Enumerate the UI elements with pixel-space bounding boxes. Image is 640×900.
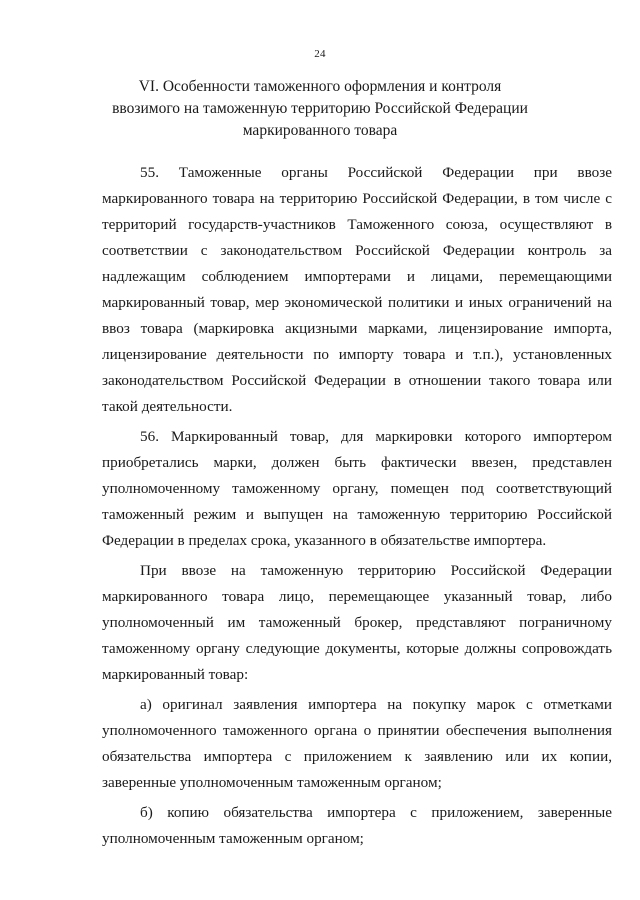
body-text xyxy=(102,160,612,856)
list-item-a: а) оригинал заявления импортера на покупку марок с отметками уполномоченного таможенного органа о принятии обеспечения выполнения обязательства импортера с приложением к заявлению или их копии, заверенные уполномоченным таможенным органом; xyxy=(102,696,612,791)
section-title-line-3: маркированного товара xyxy=(242,122,398,139)
section-title-line-2: ввозимого на таможенную территорию Российской Федерации xyxy=(112,100,528,117)
page-number: 24 xyxy=(314,48,326,60)
paragraph-import-documents: При ввозе на таможенную территорию Российской Федерации маркированного товара лицо, перемещающее указанный товар, либо уполномоченный им таможенный брокер, представляют пограничному таможенному органу следующие документы, которые должны сопровождать маркированный товар: xyxy=(102,562,612,683)
paragraph-55: 55. Таможенные органы Российской Федерации при ввозе маркированного товара на территорию Российской Федерации, в том числе с территорий государств-участников Таможенного союза, осуществляют в соответствии с законодательством Российской Федерации контроль за надлежащим соблюдением импортерами и лицами, перемещающими маркированный товар, мер экономической политики и иных ограничений на ввоз товара (маркировка акцизными марками, лицензирование импорта, лицензирование деятельности по импорту товара и т.п.), установленных законодательством Российской Федерации в отношении такого товара или такой деятельности. xyxy=(102,164,612,415)
list-item-b: б) копию обязательства импортера с приложением, заверенные уполномоченным таможенным органом; xyxy=(102,804,612,847)
section-title-line-1: VI. Особенности таможенного оформления и контроля xyxy=(138,78,502,95)
paragraph-56: 56. Маркированный товар, для маркировки которого импортером приобретались марки, должен быть фактически ввезен, представлен уполномоченному таможенному органу, помещен под соответствующий таможенный режим и выпущен на таможенную территорию Российской Федерации в пределах срока, указанного в обязательстве импортера. xyxy=(102,428,612,549)
section-title xyxy=(80,76,560,142)
